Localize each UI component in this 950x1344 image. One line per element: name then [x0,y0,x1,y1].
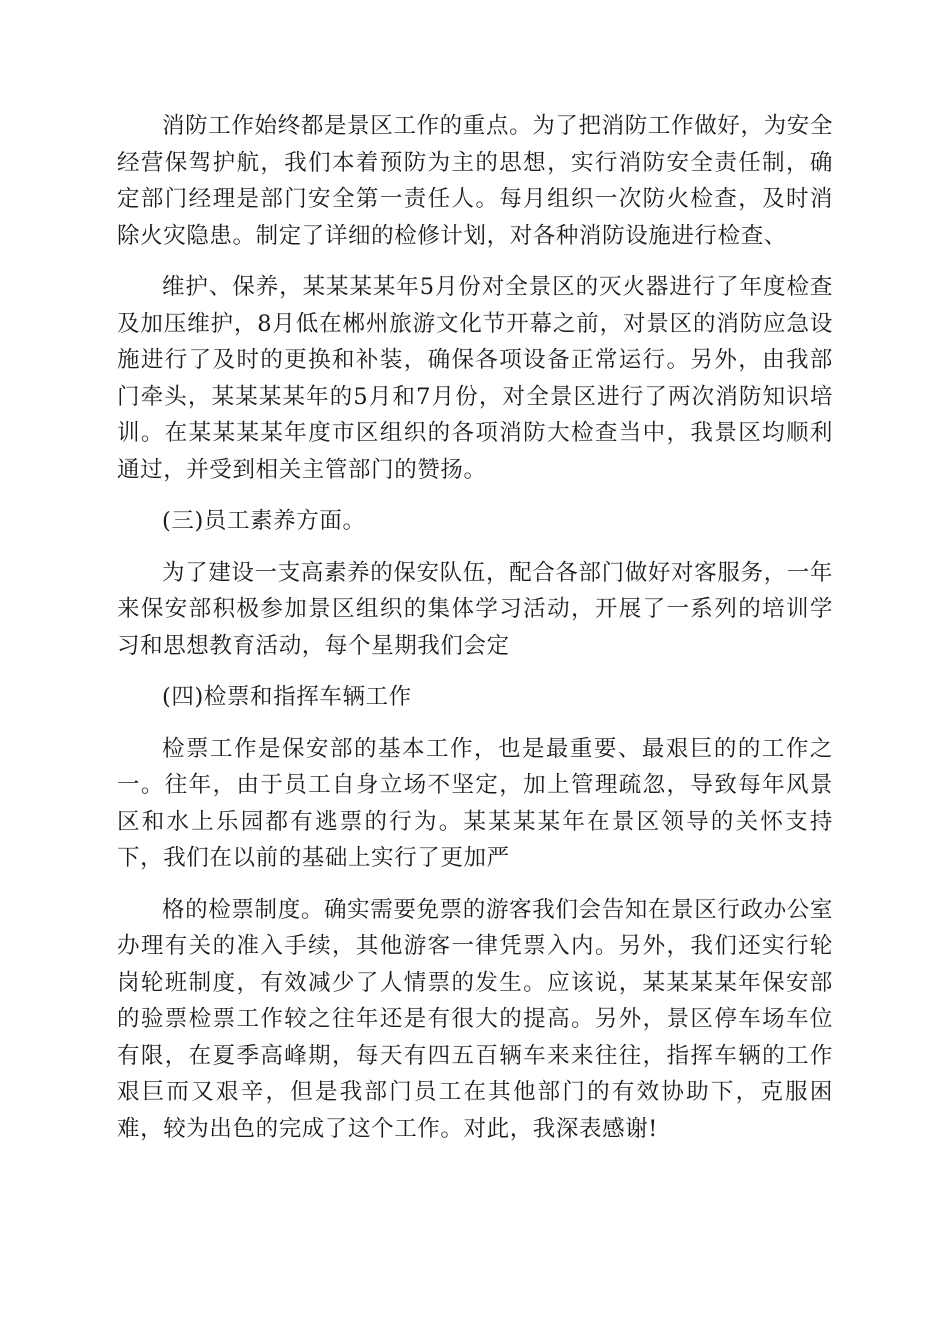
paragraph-team-building: 为了建设一支高素养的保安队伍，配合各部门做好对客服务，一年来保安部积极参加景区组织的集体学习活动，开展了一系列的培训学习和思想教育活动，每个星期我们会定 [117,559,833,659]
section-heading-staff-quality: (三)员工素养方面。 [162,508,366,534]
section-heading-ticket-vehicles: (四)检票和指挥车辆工作 [162,684,412,710]
paragraph-maintenance: 维护、保养，某某某某年5月份对全景区的灭火器进行了年度检查及加压维护，8月低在郴州旅游文化节开幕之前，对景区的消防应急设施进行了及时的更换和补装，确保各项设备正常运行。另外，由我部门牵头，某某某某年的5月和7月份，对全景区进行了两次消防知识培训。在某某某某年度市区组织的各项消防大检查当中，我景区均顺利通过，并受到相关主管部门的赞扬。 [117,274,833,483]
paragraph-ticket-checking: 检票工作是保安部的基本工作，也是最重要、最艰巨的的工作之一。往年，由于员工自身立场不坚定，加上管理疏忽，导致每年风景区和水上乐园都有逃票的行为。某某某某年在景区领导的关怀支持下，我们在以前的基础上实行了更加严 [117,735,833,871]
paragraph-ticket-system: 格的检票制度。确实需要免票的游客我们会告知在景区行政办公室办理有关的准入手续，其他游客一律凭票入内。另外，我们还实行轮岗轮班制度，有效减少了人情票的发生。应该说，某某某某年保安部的验票检票工作较之往年还是有很大的提高。另外，景区停车场车位有限，在夏季高峰期，每天有四五百辆车来来往往，指挥车辆的工作艰巨而又艰辛，但是我部门员工在其他部门的有效协助下，克服困难，较为出色的完成了这个工作。对此，我深表感谢! [117,896,833,1142]
paragraph-fire-safety: 消防工作始终都是景区工作的重点。为了把消防工作做好，为安全经营保驾护航，我们本着预防为主的思想，实行消防安全责任制，确定部门经理是部门安全第一责任人。每月组织一次防火检查，及时消除火灾隐患。制定了详细的检修计划，对各种消防设施进行检查、 [117,113,833,249]
